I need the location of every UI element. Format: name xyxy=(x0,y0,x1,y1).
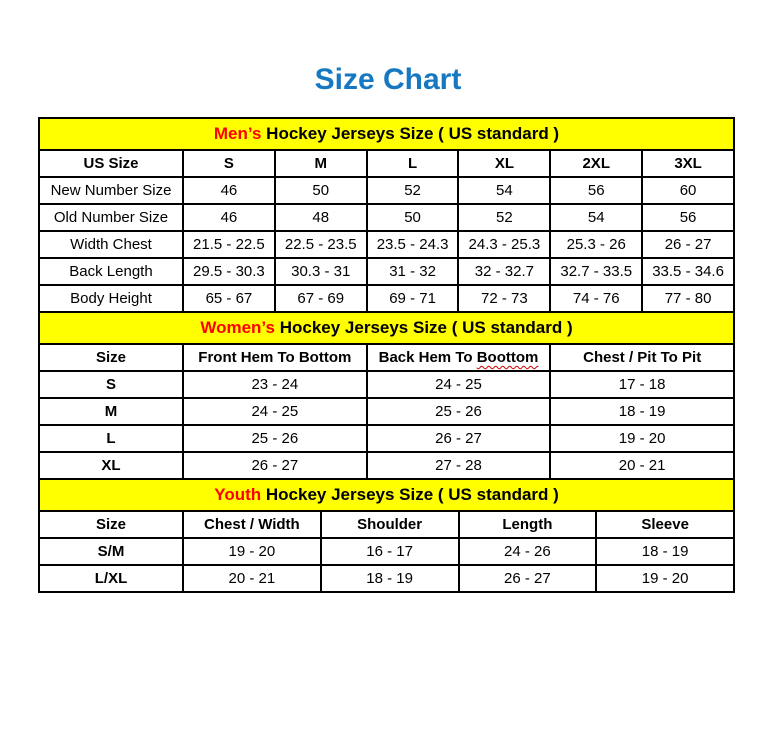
cell-value: 17 - 18 xyxy=(550,371,734,398)
cell-value: 16 - 17 xyxy=(321,538,459,565)
column-header-text: Shoulder xyxy=(357,516,423,533)
column-header-text: M xyxy=(314,155,327,172)
column-header xyxy=(183,511,321,538)
cell-value: 25.3 - 26 xyxy=(550,231,642,258)
column-header-row xyxy=(39,150,734,177)
column-header xyxy=(39,511,183,538)
cell-value: 26 - 27 xyxy=(642,231,734,258)
column-header xyxy=(459,511,597,538)
cell-value: 19 - 20 xyxy=(550,425,734,452)
row-label: Back Length xyxy=(39,258,183,285)
section-band xyxy=(39,479,734,511)
column-header-text: Length xyxy=(502,516,553,533)
cell-value: 18 - 19 xyxy=(550,398,734,425)
size-tables xyxy=(38,117,733,593)
column-header xyxy=(183,150,275,177)
row-label: XL xyxy=(39,452,183,479)
row-label: S xyxy=(39,371,183,398)
cell-value: 46 xyxy=(183,177,275,204)
cell-value: 24.3 - 25.3 xyxy=(458,231,550,258)
cell-value: 19 - 20 xyxy=(183,538,321,565)
column-header-text: Front Hem To Bottom xyxy=(198,349,352,366)
cell-value: 32 - 32.7 xyxy=(458,258,550,285)
section-heading-womens xyxy=(39,312,734,344)
column-header xyxy=(596,511,734,538)
column-header xyxy=(550,150,642,177)
table-row xyxy=(39,204,734,231)
cell-value: 25 - 26 xyxy=(367,398,551,425)
column-header xyxy=(183,344,367,371)
column-header xyxy=(275,150,367,177)
size-table-youth xyxy=(38,478,735,593)
column-header-row xyxy=(39,344,734,371)
section-heading-text: Hockey Jerseys Size ( US standard ) xyxy=(279,318,573,337)
cell-value: 52 xyxy=(367,177,459,204)
row-label: Width Chest xyxy=(39,231,183,258)
size-table-mens xyxy=(38,117,735,313)
cell-value: 46 xyxy=(183,204,275,231)
cell-value: 25 - 26 xyxy=(183,425,367,452)
column-header-row xyxy=(39,511,734,538)
column-header-text: XL xyxy=(494,155,514,172)
cell-value: 77 - 80 xyxy=(642,285,734,312)
cell-value: 60 xyxy=(642,177,734,204)
cell-value: 65 - 67 xyxy=(183,285,275,312)
table-row xyxy=(39,452,734,479)
table-row xyxy=(39,177,734,204)
cell-value: 27 - 28 xyxy=(367,452,551,479)
section-band xyxy=(39,312,734,344)
cell-value: 26 - 27 xyxy=(459,565,597,592)
cell-value: 48 xyxy=(275,204,367,231)
column-header-text: Chest / Width xyxy=(204,516,300,533)
row-label: M xyxy=(39,398,183,425)
cell-value: 20 - 21 xyxy=(550,452,734,479)
cell-value: 54 xyxy=(458,177,550,204)
row-label: New Number Size xyxy=(39,177,183,204)
column-header xyxy=(39,150,183,177)
column-header xyxy=(39,344,183,371)
cell-value: 54 xyxy=(550,204,642,231)
cell-value: 18 - 19 xyxy=(321,565,459,592)
column-header-text: Size xyxy=(95,349,126,366)
cell-value: 56 xyxy=(550,177,642,204)
table-row xyxy=(39,371,734,398)
cell-value: 26 - 27 xyxy=(183,452,367,479)
row-label: S/M xyxy=(39,538,183,565)
cell-value: 24 - 25 xyxy=(367,371,551,398)
table-row xyxy=(39,398,734,425)
column-header-misspelled-word: Boottom xyxy=(476,349,539,366)
table-row xyxy=(39,258,734,285)
section-heading-accent: Women’s xyxy=(200,318,275,337)
section-heading-text: Hockey Jerseys Size ( US standard ) xyxy=(266,124,560,143)
row-label: L/XL xyxy=(39,565,183,592)
cell-value: 32.7 - 33.5 xyxy=(550,258,642,285)
table-row xyxy=(39,538,734,565)
cell-value: 50 xyxy=(367,204,459,231)
cell-value: 33.5 - 34.6 xyxy=(642,258,734,285)
cell-value: 26 - 27 xyxy=(367,425,551,452)
column-header xyxy=(367,344,551,371)
cell-value: 67 - 69 xyxy=(275,285,367,312)
column-header xyxy=(642,150,734,177)
column-header-text: US Size xyxy=(83,155,139,172)
table-row xyxy=(39,425,734,452)
column-header-text: 2XL xyxy=(582,155,610,172)
cell-value: 52 xyxy=(458,204,550,231)
section-heading-accent: Youth xyxy=(214,485,262,504)
cell-value: 50 xyxy=(275,177,367,204)
column-header xyxy=(550,344,734,371)
column-header-text: S xyxy=(223,155,234,172)
cell-value: 56 xyxy=(642,204,734,231)
cell-value: 18 - 19 xyxy=(596,538,734,565)
size-table-womens xyxy=(38,311,735,480)
size-chart-page xyxy=(0,62,776,593)
column-header xyxy=(321,511,459,538)
table-row xyxy=(39,565,734,592)
column-header-text: 3XL xyxy=(674,155,702,172)
section-heading-accent: Men’s xyxy=(213,124,262,143)
row-label: Old Number Size xyxy=(39,204,183,231)
cell-value: 23 - 24 xyxy=(183,371,367,398)
section-heading-text: Hockey Jerseys Size ( US standard ) xyxy=(265,485,559,504)
section-heading-youth xyxy=(39,479,734,511)
cell-value: 29.5 - 30.3 xyxy=(183,258,275,285)
cell-value: 74 - 76 xyxy=(550,285,642,312)
column-header xyxy=(367,150,459,177)
cell-value: 21.5 - 22.5 xyxy=(183,231,275,258)
column-header-text: Back Hem To xyxy=(378,349,473,366)
section-heading-mens xyxy=(39,118,734,150)
cell-value: 22.5 - 23.5 xyxy=(275,231,367,258)
cell-value: 24 - 26 xyxy=(459,538,597,565)
column-header-text: Size xyxy=(95,516,126,533)
cell-value: 69 - 71 xyxy=(367,285,459,312)
cell-value: 30.3 - 31 xyxy=(275,258,367,285)
cell-value: 31 - 32 xyxy=(367,258,459,285)
cell-value: 19 - 20 xyxy=(596,565,734,592)
column-header-text: Chest / Pit To Pit xyxy=(583,349,702,366)
cell-value: 20 - 21 xyxy=(183,565,321,592)
column-header xyxy=(458,150,550,177)
page-title: Size Chart xyxy=(314,63,462,96)
table-row xyxy=(39,285,734,312)
cell-value: 24 - 25 xyxy=(183,398,367,425)
table-row xyxy=(39,231,734,258)
section-band xyxy=(39,118,734,150)
row-label: Body Height xyxy=(39,285,183,312)
column-header-text: Sleeve xyxy=(641,516,689,533)
cell-value: 23.5 - 24.3 xyxy=(367,231,459,258)
row-label: L xyxy=(39,425,183,452)
cell-value: 72 - 73 xyxy=(458,285,550,312)
column-header-text: L xyxy=(407,155,418,172)
